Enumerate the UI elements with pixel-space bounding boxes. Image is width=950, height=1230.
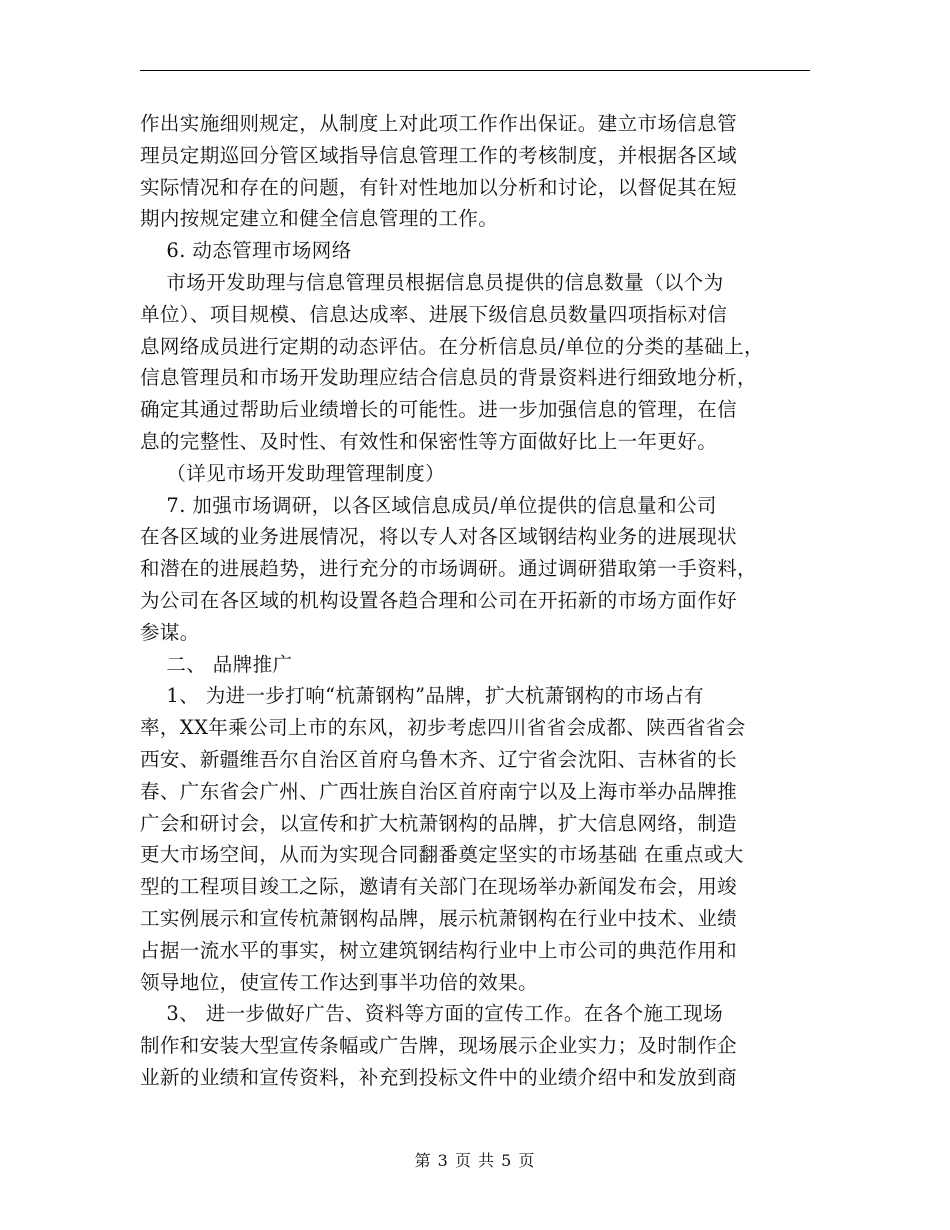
text-line: 息的完整性、及时性、有效性和保密性等方面做好比上一年更好。 [140, 429, 718, 453]
text-line: （详见市场开发助理管理制度） [140, 461, 445, 485]
text-line: 信息管理员和市场开发助理应结合信息员的背景资料进行细致地分析， [140, 366, 757, 390]
header-rule [140, 70, 810, 71]
document-body [140, 108, 810, 1094]
text-line: 和潜在的进展趋势，进行充分的市场调研。通过调研猎取第一手资料， [140, 557, 757, 581]
text-line: 为公司在各区域的机构设置各趋合理和公司在开拓新的市场方面作好 [140, 588, 738, 612]
text-line: 型的工程项目竣工之际，邀请有关部门在现场举办新闻发布会，用竣 [140, 875, 738, 899]
page-number-footer: 第 3 页 共 5 页 [414, 1151, 536, 1170]
text-line: 市场开发助理与信息管理员根据信息员提供的信息数量（以个为 [140, 270, 724, 294]
text-line: 实际情况和存在的问题，有针对性地加以分析和讨论，以督促其在短 [140, 175, 738, 199]
text-line: 理员定期巡回分管区域指导信息管理工作的考核制度，并根据各区域 [140, 143, 738, 167]
text-line: 广会和研讨会，以宣传和扩大杭萧钢构的品牌，扩大信息网络，制造 [140, 811, 738, 835]
text-line: 西安、新疆维吾尔自治区首府乌鲁木齐、辽宁省会沈阳、吉林省的长 [140, 747, 738, 771]
text-line: 7. 加强市场调研，以各区域信息成员/单位提供的信息量和公司 [140, 493, 717, 517]
text-line: 春、广东省会广州、广西壮族自治区首府南宁以及上海市举办品牌推 [140, 779, 738, 803]
text-line: 占据一流水平的事实，树立建筑钢结构行业中上市公司的典范作用和 [140, 938, 738, 962]
text-line: 制作和安装大型宣传条幅或广告牌，现场展示企业实力；及时制作企 [140, 1034, 738, 1058]
text-line: 1、 为进一步打响“杭萧钢构”品牌，扩大杭萧钢构的市场占有 [140, 684, 705, 708]
text-line: 单位）、项目规模、信息达成率、进展下级信息员数量四项指标对信 [140, 302, 728, 326]
text-line: 领导地位，使宣传工作达到事半功倍的效果。 [140, 970, 539, 994]
text-line: 3、 进一步做好广告、资料等方面的宣传工作。在各个施工现场 [140, 1002, 724, 1026]
text-line: 业新的业绩和宣传资料，补充到投标文件中的业绩介绍中和发放到商 [140, 1065, 738, 1089]
text-line: 率，XX年乘公司上市的东风，初步考虑四川省省会成都、陕西省省会 [140, 716, 746, 740]
text-line: 6. 动态管理市场网络 [140, 239, 352, 263]
text-line: 参谋。 [140, 620, 200, 644]
text-line: 工实例展示和宣传杭萧钢构品牌，展示杭萧钢构在行业中技术、业绩 [140, 906, 738, 930]
text-line: 更大市场空间，从而为实现合同翻番奠定坚实的市场基础 在重点或大 [140, 843, 744, 867]
text-line: 确定其通过帮助后业绩增长的可能性。进一步加强信息的管理，在信 [140, 398, 738, 422]
text-line: 在各区域的业务进展情况，将以专人对各区域钢结构业务的进展现状 [140, 525, 738, 549]
text-line: 作出实施细则规定，从制度上对此项工作作出保证。建立市场信息管 [140, 112, 738, 135]
text-line: 息网络成员进行定期的动态评估。在分析信息员/单位的分类的基础上， [140, 334, 764, 358]
text-line: 期内按规定建立和健全信息管理的工作。 [140, 207, 499, 231]
text-line: 二、 品牌推广 [140, 652, 293, 676]
